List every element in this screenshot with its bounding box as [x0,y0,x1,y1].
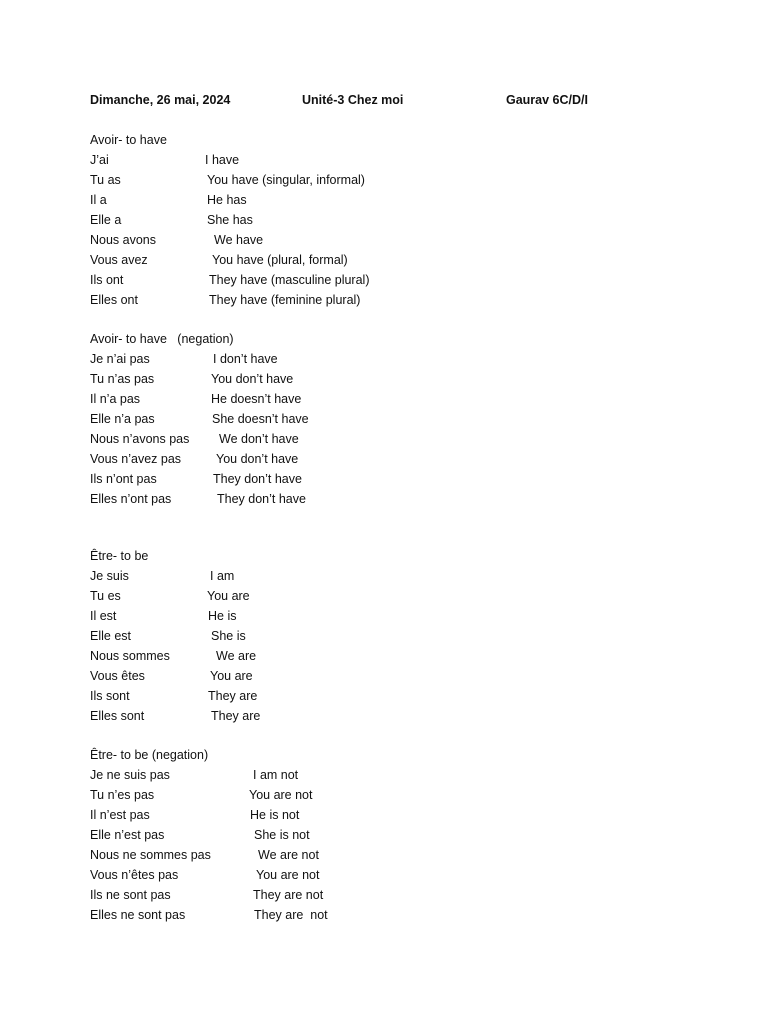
english-translation: He is [208,609,237,623]
english-translation: You are [210,669,253,683]
conjugation-row [90,469,590,489]
english-translation: I am not [253,768,299,782]
french-form: Je ne suis pas [90,768,170,782]
conjugation-row [90,389,590,409]
english-translation: She has [207,213,253,227]
conjugation-row [90,190,590,210]
english-translation: You have (plural, formal) [212,253,348,267]
english-translation: You are not [256,868,320,882]
english-translation: They are [211,709,261,723]
french-form: Vous êtes [90,669,145,683]
french-form: Nous avons [90,233,157,247]
french-form: Ils ne sont pas [90,888,171,902]
conjugation-row [90,845,590,865]
conjugation-row [90,369,590,389]
french-form: Tu n’es pas [90,788,155,802]
conjugation-row [90,566,590,586]
conjugation-row [90,210,590,230]
french-form: Il est [90,609,117,623]
conjugation-row [90,706,590,726]
french-form: Vous n’êtes pas [90,868,179,882]
conjugation-row [90,825,590,845]
english-translation: He doesn’t have [211,392,302,406]
conjugation-row [90,666,590,686]
french-form: Elle est [90,629,131,643]
english-translation: I have [205,153,240,167]
conjugation-row [90,409,590,429]
conjugation-row [90,905,590,925]
french-form: Ils sont [90,689,130,703]
english-translation: She is not [254,828,310,842]
english-translation: I don’t have [213,352,278,366]
french-form: Tu n’as pas [90,372,155,386]
french-form: Je n’ai pas [90,352,150,366]
conjugation-row [90,290,590,310]
conjugation-row [90,765,590,785]
french-form: Ils n’ont pas [90,472,157,486]
english-translation: They don’t have [213,472,302,486]
english-translation: They have (feminine plural) [209,293,361,307]
french-form: Elles ont [90,293,138,307]
french-form: Tu as [90,173,121,187]
conjugation-row [90,586,590,606]
conjugation-row [90,885,590,905]
english-translation: You are not [249,788,313,802]
french-form: Vous avez [90,253,148,267]
french-form: J’ai [90,153,109,167]
conjugation-row [90,429,590,449]
document-header [90,93,690,111]
french-form: Il n’a pas [90,392,141,406]
english-translation: He is not [250,808,300,822]
english-translation: You are [207,589,250,603]
french-form: Il n’est pas [90,808,150,822]
french-form: Il a [90,193,107,207]
conjugation-row [90,646,590,666]
english-translation: They are [208,689,258,703]
section-title: Être- to be [90,549,149,563]
french-form: Elles n’ont pas [90,492,172,506]
english-translation: They don’t have [217,492,306,506]
english-translation: We are [216,649,257,663]
section-avoir [90,130,590,310]
french-form: Elle n’a pas [90,412,155,426]
conjugation-row [90,626,590,646]
french-form: Vous n’avez pas [90,452,182,466]
french-form: Nous sommes [90,649,170,663]
header-date: Dimanche, 26 mai, 2024 [90,93,231,107]
french-form: Ils ont [90,273,124,287]
english-translation: You have (singular, informal) [207,173,365,187]
french-form: Je suis [90,569,129,583]
conjugation-row [90,865,590,885]
section-title: Être- to be (negation) [90,748,209,762]
section-etre-negation [90,745,590,925]
conjugation-row [90,686,590,706]
french-form: Elles sont [90,709,145,723]
french-form: Tu es [90,589,121,603]
french-form: Nous n’avons pas [90,432,190,446]
header-student-name: Gaurav 6C/D/I [506,93,588,107]
conjugation-row [90,785,590,805]
conjugation-row [90,230,590,250]
conjugation-row [90,349,590,369]
english-translation: We are not [258,848,319,862]
section-avoir-negation [90,329,590,509]
conjugation-row [90,250,590,270]
conjugation-row [90,805,590,825]
conjugation-row [90,489,590,509]
conjugation-row [90,150,590,170]
english-translation: She doesn’t have [212,412,309,426]
french-form: Nous ne sommes pas [90,848,211,862]
conjugation-row [90,170,590,190]
french-form: Elles ne sont pas [90,908,186,922]
english-translation: We have [214,233,264,247]
english-translation: They are not [254,908,328,922]
english-translation: He has [207,193,247,207]
conjugation-row [90,270,590,290]
english-translation: We don’t have [219,432,299,446]
english-translation: You don’t have [211,372,294,386]
header-unit: Unité-3 Chez moi [302,93,404,107]
section-title: Avoir- to have (negation) [90,332,234,346]
english-translation: You don’t have [216,452,299,466]
english-translation: They are not [253,888,324,902]
conjugation-row [90,606,590,626]
conjugation-row [90,449,590,469]
section-etre [90,546,590,726]
french-form: Elle a [90,213,122,227]
french-form: Elle n’est pas [90,828,165,842]
english-translation: She is [211,629,246,643]
section-title: Avoir- to have [90,133,167,147]
english-translation: I am [210,569,235,583]
english-translation: They have (masculine plural) [209,273,370,287]
